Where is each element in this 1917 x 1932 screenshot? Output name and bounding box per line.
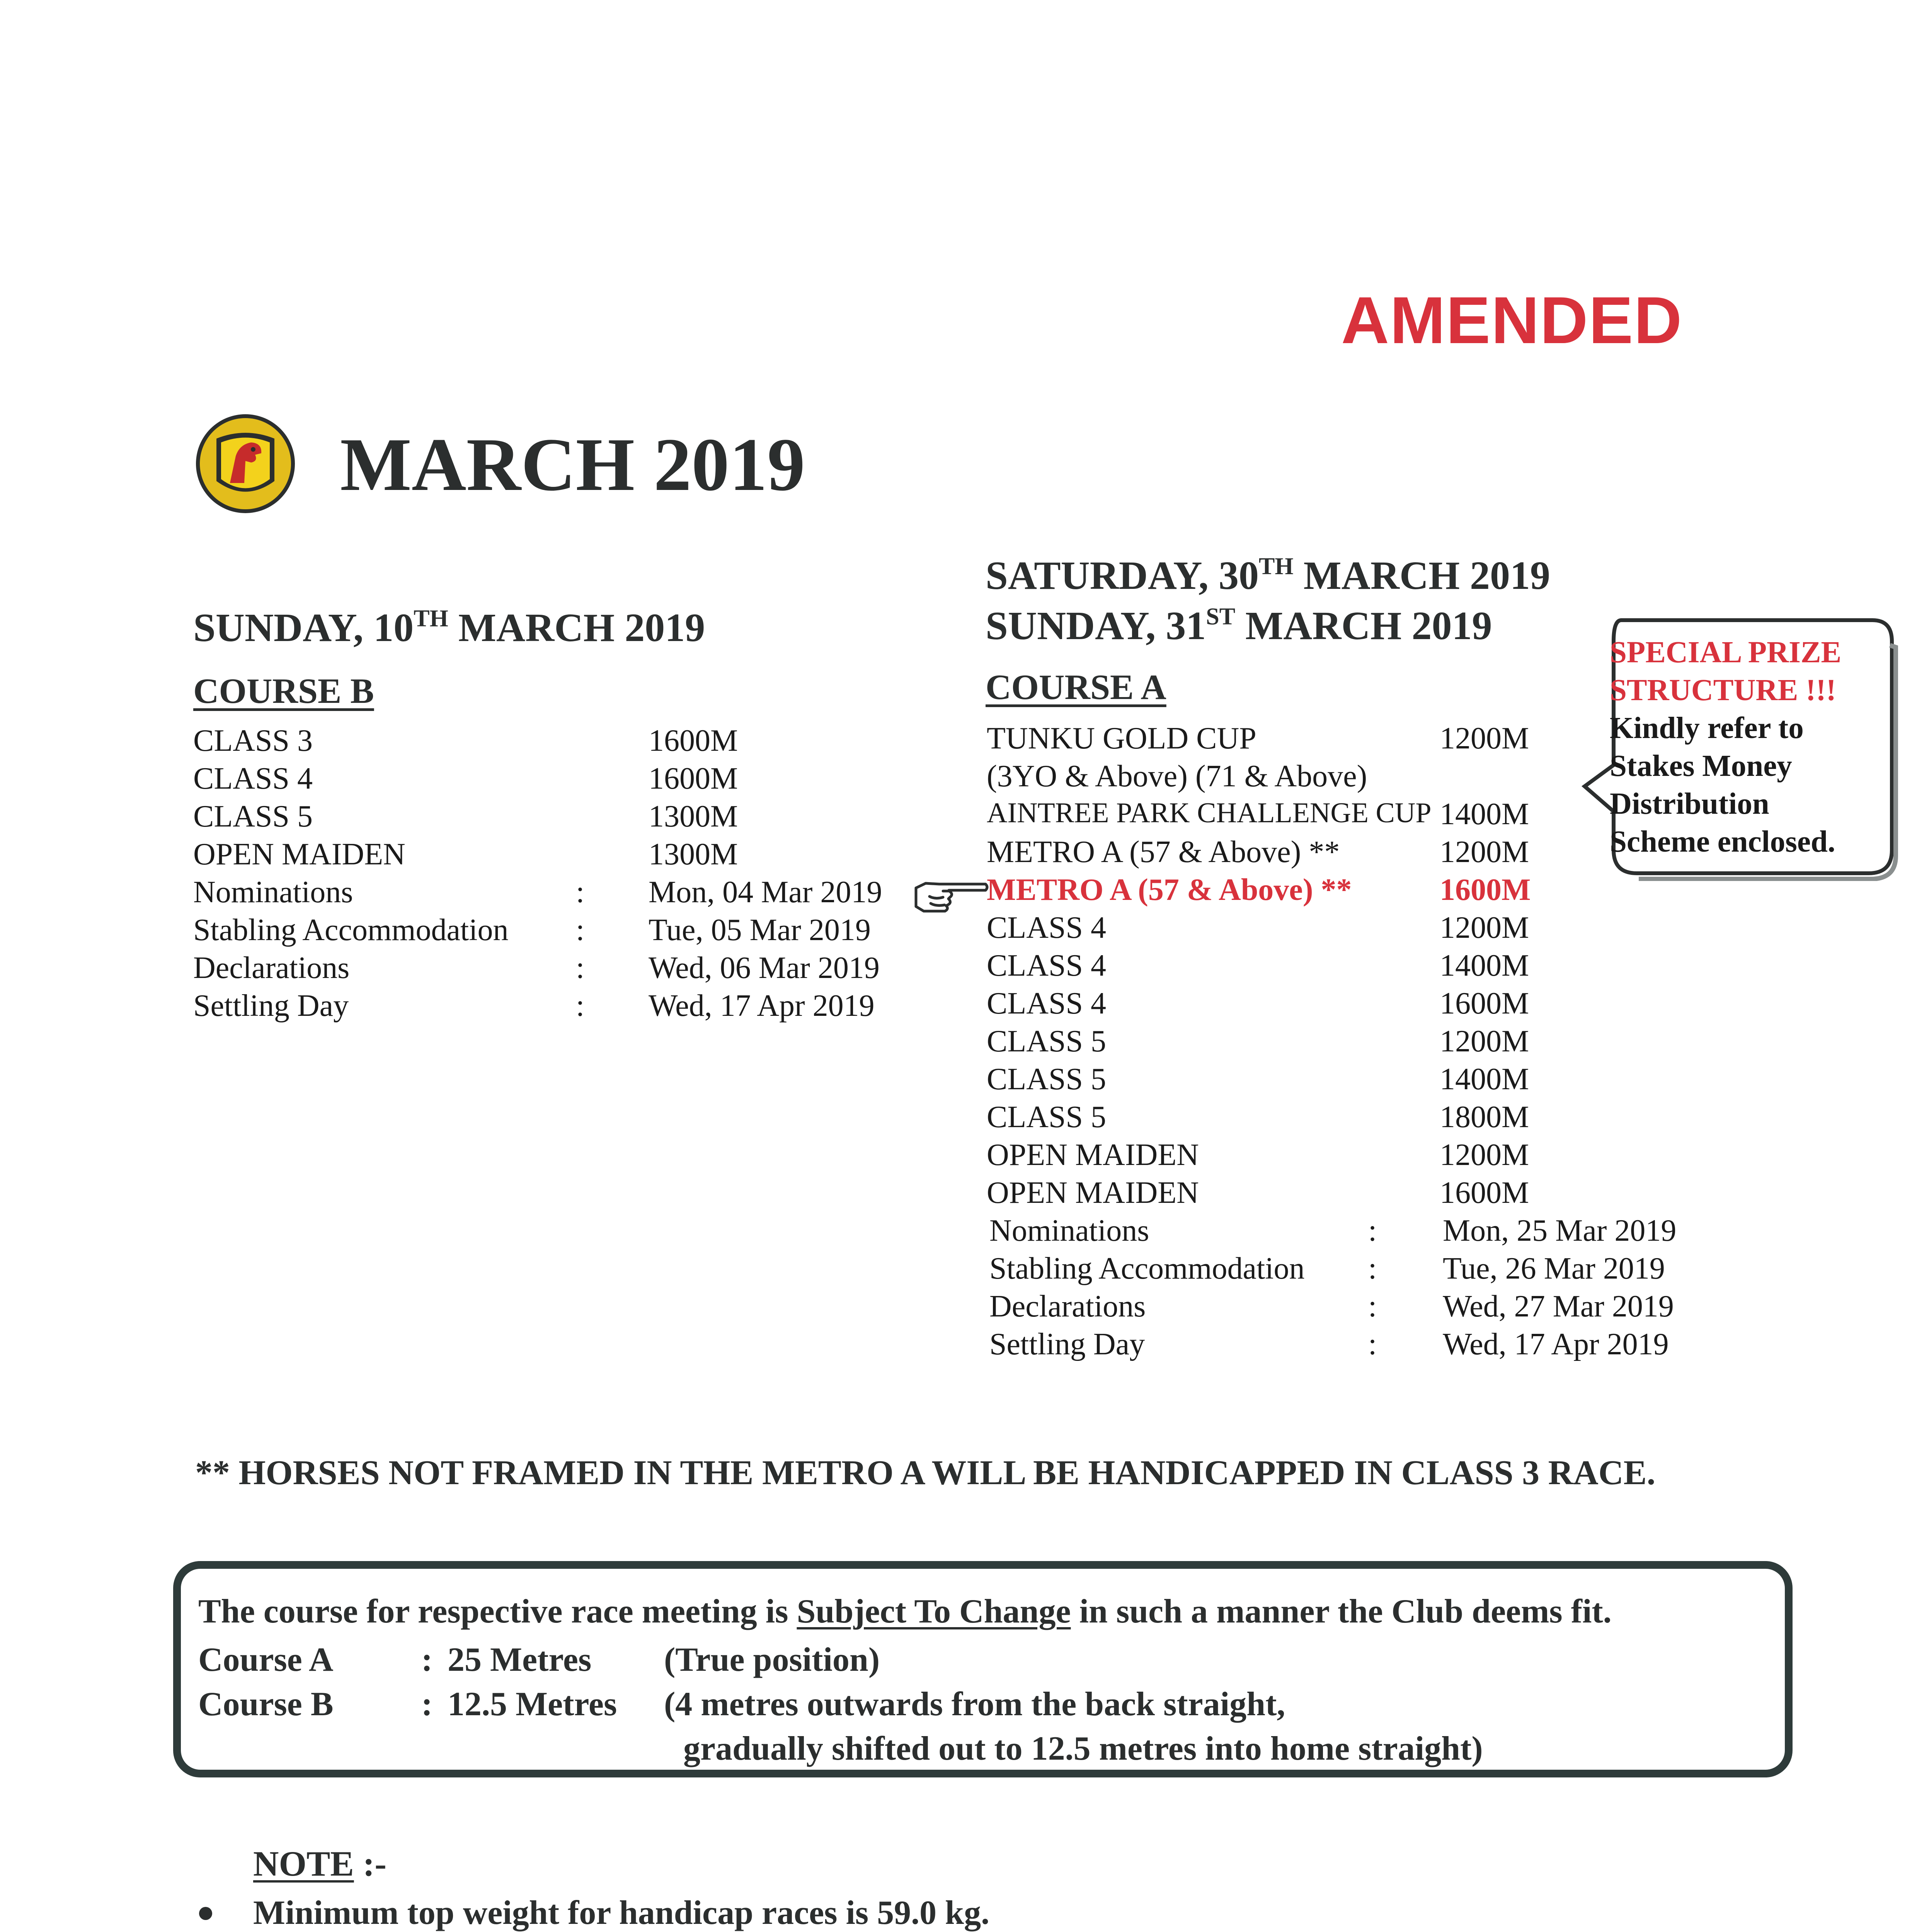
right-race-name: CLASS 5	[987, 1100, 1106, 1134]
left-date-sep: :	[576, 875, 585, 909]
pointing-hand-icon	[912, 872, 989, 915]
right-race-distance: 1200M	[1440, 1138, 1529, 1172]
handicap-notice: ** HORSES NOT FRAMED IN THE METRO A WILL BE HANDICAPPED IN CLASS 3 RACE.	[195, 1454, 1656, 1492]
course-b-note: (4 metres outwards from the back straight,	[664, 1685, 1285, 1723]
left-race-name: CLASS 5	[193, 799, 313, 833]
right-date-label: Settling Day	[989, 1327, 1145, 1361]
right-race-name: OPEN MAIDEN	[987, 1176, 1199, 1210]
right-race-name: (3YO & Above) (71 & Above)	[987, 759, 1367, 793]
right-race-distance: 1200M	[1440, 911, 1529, 945]
right-meeting-date-2: SUNDAY, 31ST MARCH 2019	[986, 604, 1492, 648]
right-course-heading: COURSE A	[986, 667, 1166, 707]
left-date-value: Tue, 05 Mar 2019	[649, 913, 871, 947]
callout-line-2: STRUCTURE !!!	[1610, 673, 1836, 707]
club-logo	[193, 412, 298, 516]
right-race-distance: 1200M	[1440, 1024, 1529, 1058]
left-race-distance: 1600M	[649, 724, 738, 758]
callout-line-1: SPECIAL PRIZE	[1610, 636, 1842, 669]
course-a-sep: :	[421, 1641, 433, 1679]
right-date-sep: :	[1368, 1327, 1377, 1361]
left-race-name: OPEN MAIDEN	[193, 837, 405, 871]
course-b-sep: :	[421, 1685, 433, 1723]
left-date-sep: :	[576, 913, 585, 947]
left-date-label: Settling Day	[193, 989, 349, 1023]
left-date-label: Declarations	[193, 951, 350, 985]
right-date-label: Stabling Accommodation	[989, 1252, 1305, 1286]
right-race-name: CLASS 4	[987, 986, 1106, 1020]
course-b-label: Course B	[198, 1685, 334, 1723]
callout-line-5: Distribution	[1610, 787, 1769, 821]
callout-line-6: Scheme enclosed.	[1610, 825, 1835, 859]
amended-stamp: AMENDED	[1341, 283, 1683, 357]
right-race-distance: 1200M	[1440, 721, 1529, 755]
right-race-name: CLASS 4	[987, 949, 1106, 983]
page-title: MARCH 2019	[340, 423, 805, 507]
left-course-heading: COURSE B	[193, 671, 374, 711]
right-date-sep: :	[1368, 1214, 1377, 1248]
course-b-value: 12.5 Metres	[448, 1685, 617, 1723]
right-race-distance: 1400M	[1440, 1062, 1529, 1096]
callout-line-3: Kindly refer to	[1610, 711, 1804, 745]
course-info-box	[173, 1561, 1793, 1777]
left-date-sep: :	[576, 951, 585, 985]
course-b-note-2: gradually shifted out to 12.5 metres into home straight)	[683, 1730, 1483, 1767]
right-race-name: CLASS 5	[987, 1024, 1106, 1058]
left-race-name: CLASS 3	[193, 724, 313, 758]
left-date-value: Wed, 17 Apr 2019	[649, 989, 875, 1023]
note-bullet-1: Minimum top weight for handicap races is 59.0 kg.	[253, 1894, 990, 1932]
right-race-distance: 1400M	[1440, 949, 1529, 983]
right-race-distance: 1600M	[1440, 1176, 1529, 1210]
course-a-note: (True position)	[664, 1641, 880, 1679]
right-race-distance: 1200M	[1440, 835, 1529, 869]
left-race-distance: 1600M	[649, 762, 738, 796]
note-heading: NOTE :-	[253, 1844, 387, 1883]
left-date-value: Mon, 04 Mar 2019	[649, 875, 882, 909]
right-race-name: METRO A (57 & Above) **	[987, 835, 1340, 869]
course-a-label: Course A	[198, 1641, 334, 1679]
left-date-value: Wed, 06 Mar 2019	[649, 951, 880, 985]
right-race-distance: 1600M	[1440, 986, 1529, 1020]
left-date-label: Nominations	[193, 875, 353, 909]
right-date-label: Nominations	[989, 1214, 1149, 1248]
left-race-distance: 1300M	[649, 837, 738, 871]
right-date-sep: :	[1368, 1289, 1377, 1323]
right-date-value: Tue, 26 Mar 2019	[1443, 1252, 1665, 1286]
right-race-name: OPEN MAIDEN	[987, 1138, 1199, 1172]
right-date-value: Wed, 17 Apr 2019	[1443, 1327, 1669, 1361]
left-date-label: Stabling Accommodation	[193, 913, 509, 947]
right-race-distance-highlight: 1600M	[1440, 873, 1531, 907]
right-race-name: TUNKU GOLD CUP	[987, 721, 1256, 755]
right-race-name: CLASS 4	[987, 911, 1106, 945]
course-a-value: 25 Metres	[448, 1641, 592, 1679]
right-race-distance: 1800M	[1440, 1100, 1529, 1134]
left-meeting-date: SUNDAY, 10TH MARCH 2019	[193, 605, 705, 650]
right-race-name: CLASS 5	[987, 1062, 1106, 1096]
left-race-distance: 1300M	[649, 799, 738, 833]
right-date-value: Mon, 25 Mar 2019	[1443, 1214, 1677, 1248]
left-date-sep: :	[576, 989, 585, 1023]
right-date-sep: :	[1368, 1252, 1377, 1286]
right-date-value: Wed, 27 Mar 2019	[1443, 1289, 1674, 1323]
left-race-name: CLASS 4	[193, 762, 313, 796]
right-race-name: AINTREE PARK CHALLENGE CUP	[987, 797, 1432, 829]
right-race-distance: 1400M	[1440, 797, 1529, 831]
callout-line-4: Stakes Money	[1610, 749, 1792, 783]
course-box-intro: The course for respective race meeting is Subject To Change in such a manner the Club deems fit.	[198, 1593, 1612, 1630]
callout-text	[1610, 634, 1841, 861]
right-meeting-date-1: SATURDAY, 30TH MARCH 2019	[986, 553, 1550, 598]
right-race-name-highlight: METRO A (57 & Above) **	[987, 873, 1352, 907]
right-date-label: Declarations	[989, 1289, 1146, 1323]
bullet-icon	[199, 1907, 212, 1920]
